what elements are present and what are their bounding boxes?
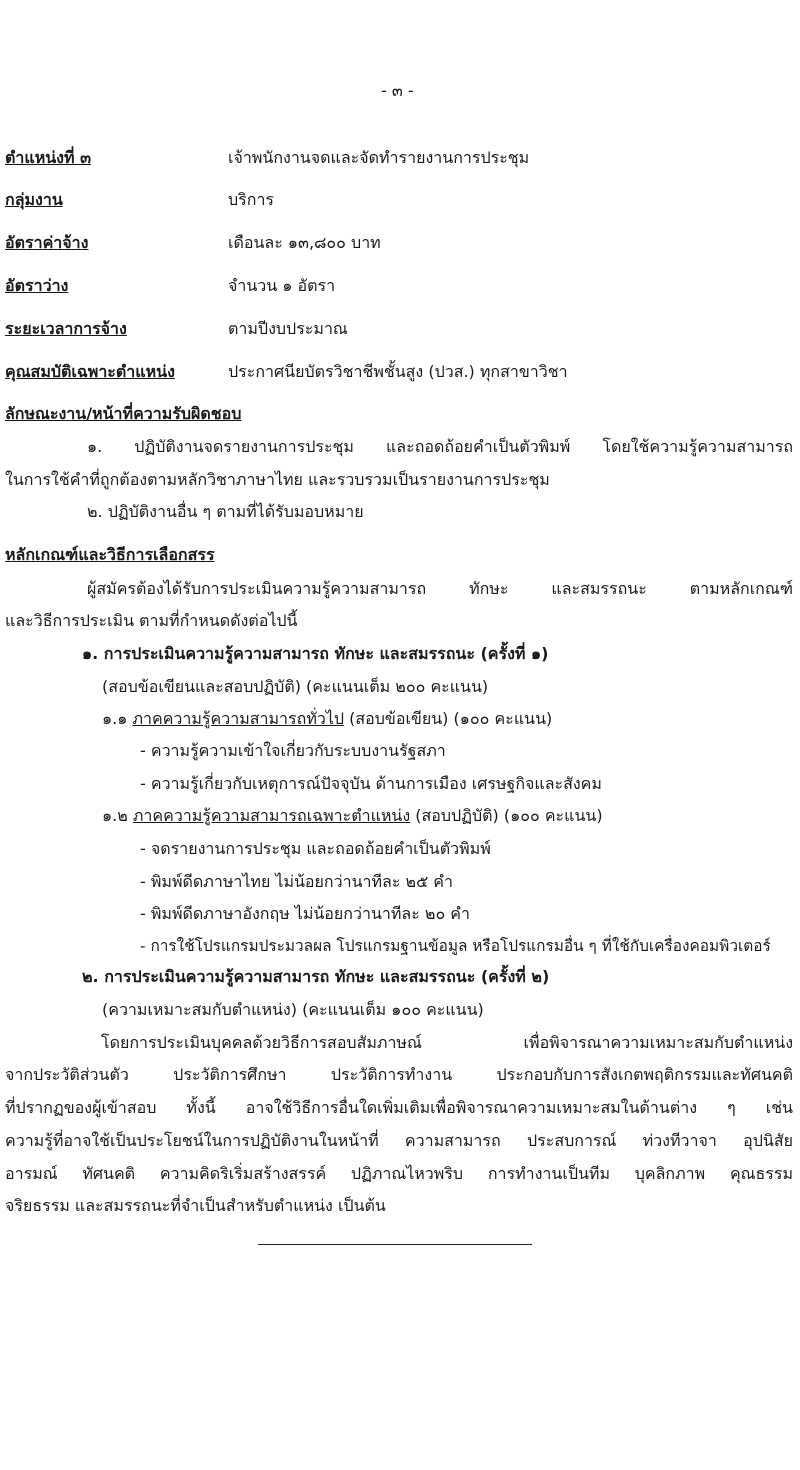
part-1-heading bbox=[102, 708, 552, 730]
round-2-paragraph-line: อารมณ์ ทัศนคติ ความคิดริเริ่มสร้างสรรค์ ปฏิภาณไหวพริบ การทำงานเป็นทีม บุคลิกภาพ คุณธรรม bbox=[5, 1164, 793, 1183]
page-number: - ๓ - bbox=[381, 81, 414, 100]
field-value-group: บริการ bbox=[228, 190, 275, 209]
field-label-wage: อัตราค่าจ้าง bbox=[5, 233, 89, 252]
field-label-group: กลุ่มงาน bbox=[5, 190, 63, 209]
round-2-paragraph-line: ความรู้ที่อาจใช้เป็นประโยชน์ในการปฏิบัติงานในหน้าที่ ความสามารถ ประสบการณ์ ท่วงทีวาจา อุปนิสัย bbox=[5, 1131, 793, 1150]
round-2-subtitle: (ความเหมาะสมกับตำแหน่ง) (คะแนนเต็ม ๑๐๐ คะแนน) bbox=[102, 1000, 484, 1019]
field-label-position: ตำแหน่งที่ ๓ bbox=[5, 148, 92, 167]
duty-item-1-line-1: ๑. ปฏิบัติงานจดรายงานการประชุม และถอดถ้อยคำเป็นตัวพิมพ์ โดยใช้ความรู้ความสามารถ bbox=[87, 437, 793, 456]
round-2-paragraph-line: ที่ปรากฏของผู้เข้าสอบ ทั้งนี้ อาจใช้วิธีการอื่นใดเพิ่มเติมเพื่อพิจารณาความเหมาะสมในด้านต่าง ๆ เช่น bbox=[5, 1098, 793, 1117]
round-2-paragraph-line: จริยธรรม และสมรรถนะที่จำเป็นสำหรับตำแหน่ง เป็นต้น bbox=[5, 1196, 386, 1215]
end-divider bbox=[258, 1244, 532, 1245]
field-value-vacancy: จำนวน ๑ อัตรา bbox=[228, 276, 336, 295]
part-2-name: ภาคความรู้ความสามารถเฉพาะตำแหน่ง bbox=[132, 806, 411, 825]
part-1-name: ภาคความรู้ความสามารถทั่วไป bbox=[132, 709, 345, 728]
round-1-title: ๑. การประเมินความรู้ความสามารถ ทักษะ และสมรรถนะ (ครั้งที่ ๑) bbox=[82, 644, 549, 663]
part-2-number: ๑.๒ bbox=[102, 806, 133, 825]
part-2-item: - จดรายงานการประชุม และถอดถ้อยคำเป็นตัวพิมพ์ bbox=[140, 839, 491, 858]
round-2-paragraph-line: โดยการประเมินบุคคลด้วยวิธีการสอบสัมภาษณ์ เพื่อพิจารณาความเหมาะสมกับตำแหน่ง bbox=[101, 1033, 793, 1052]
part-2-item: - พิมพ์ดีดภาษาไทย ไม่น้อยกว่านาทีละ ๒๕ คำ bbox=[140, 872, 453, 891]
criteria-heading: หลักเกณฑ์และวิธีการเลือกสรร bbox=[5, 545, 215, 564]
field-value-wage: เดือนละ ๑๓,๘๐๐ บาท bbox=[228, 233, 381, 252]
criteria-intro-line-2: และวิธีการประเมิน ตามที่กำหนดดังต่อไปนี้ bbox=[5, 611, 298, 630]
part-1-item: - ความรู้ความเข้าใจเกี่ยวกับระบบงานรัฐสภา bbox=[140, 741, 446, 760]
round-2-paragraph-line: จากประวัติส่วนตัว ประวัติการศึกษา ประวัติการทำงาน ประกอบกับการสังเกตพฤติกรรมและทัศนคติ bbox=[5, 1065, 793, 1084]
part-2-item: - พิมพ์ดีดภาษาอังกฤษ ไม่น้อยกว่านาทีละ ๒๐ คำ bbox=[140, 904, 470, 923]
part-1-detail: (สอบข้อเขียน) (๑๐๐ คะแนน) bbox=[344, 709, 553, 728]
criteria-intro-line-1: ผู้สมัครต้องได้รับการประเมินความรู้ความสามารถ ทักษะ และสมรรถนะ ตามหลักเกณฑ์ bbox=[87, 579, 793, 598]
field-label-vacancy: อัตราว่าง bbox=[5, 276, 69, 295]
part-2-heading bbox=[102, 805, 603, 827]
round-2-title: ๒. การประเมินความรู้ความสามารถ ทักษะ และสมรรถนะ (ครั้งที่ ๒) bbox=[82, 967, 550, 986]
field-label-duration: ระยะเวลาการจ้าง bbox=[5, 319, 127, 338]
part-1-number: ๑.๑ bbox=[102, 709, 133, 728]
duty-item-1-line-2: ในการใช้คำที่ถูกต้องตามหลักวิชาภาษาไทย และรวบรวมเป็นรายงานการประชุม bbox=[5, 470, 550, 489]
duty-item-2: ๒. ปฏิบัติงานอื่น ๆ ตามที่ได้รับมอบหมาย bbox=[87, 502, 364, 521]
part-2-item: - การใช้โปรแกรมประมวลผล โปรแกรมฐานข้อมูล หรือโปรแกรมอื่น ๆ ที่ใช้กับเครื่องคอมพิวเตอร์ bbox=[140, 937, 771, 955]
part-2-detail: (สอบปฏิบัติ) (๑๐๐ คะแนน) bbox=[410, 806, 603, 825]
field-value-qualification: ประกาศนียบัตรวิชาชีพชั้นสูง (ปวส.) ทุกสาขาวิชา bbox=[228, 362, 568, 381]
field-value-duration: ตามปีงบประมาณ bbox=[228, 319, 348, 338]
part-1-item: - ความรู้เกี่ยวกับเหตุการณ์ปัจจุบัน ด้านการเมือง เศรษฐกิจและสังคม bbox=[140, 774, 602, 793]
field-label-qualification: คุณสมบัติเฉพาะตำแหน่ง bbox=[5, 362, 175, 381]
field-value-position: เจ้าพนักงานจดและจัดทำรายงานการประชุม bbox=[228, 148, 530, 167]
round-1-subtitle: (สอบข้อเขียนและสอบปฏิบัติ) (คะแนนเต็ม ๒๐๐ คะแนน) bbox=[102, 677, 489, 696]
duties-heading: ลักษณะงาน/หน้าที่ความรับผิดชอบ bbox=[5, 404, 242, 423]
